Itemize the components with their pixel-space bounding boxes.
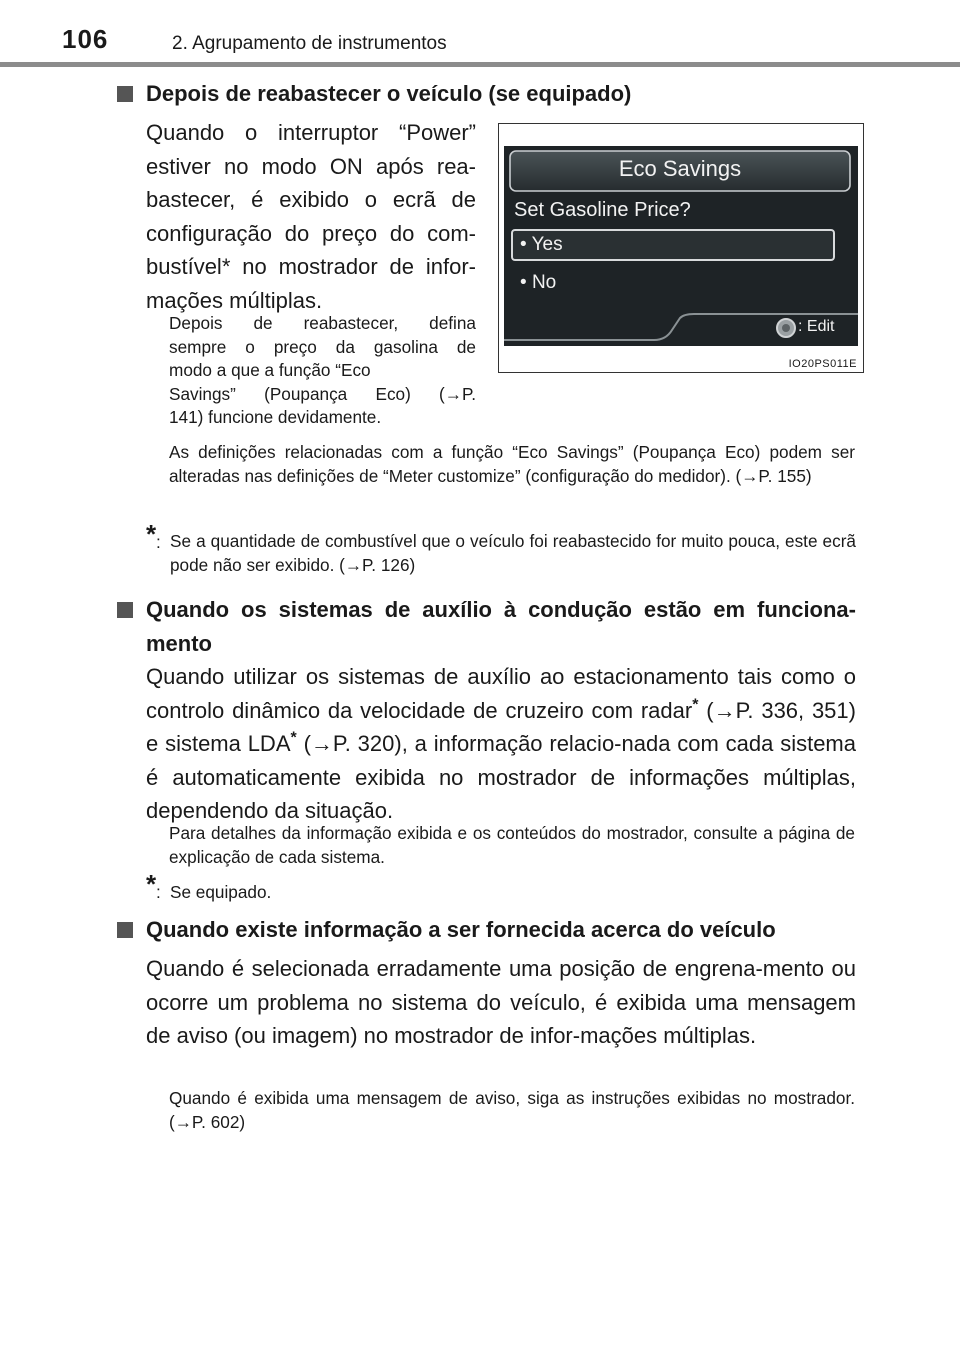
footnote-ref-asterisk: * xyxy=(290,729,297,747)
section2-text-c: (→P. 320), a informação relacio-nada com cada sistema é automaticamente exibida no mostrador de informações múltiplas, dependendo da situação. xyxy=(146,731,856,823)
footnote-colon: : xyxy=(156,532,161,552)
section2-text-a: Quando utilizar os sistemas de auxílio ao estacionamento tais como o controlo dinâmico da velocidade de cruzeiro com radar xyxy=(146,664,856,723)
section1-footnote xyxy=(146,519,856,586)
section2-footnote-text: Se equipado. xyxy=(170,882,272,902)
footnote-asterisk: * xyxy=(146,869,157,899)
section1-note-line: Depois de reabastecer, defina xyxy=(169,313,476,333)
section1-line: bastecer, é exibido o ecrã de xyxy=(146,187,476,212)
section-bullet-square-icon xyxy=(117,602,133,618)
section-bullet-square-icon xyxy=(117,922,133,938)
section2-footnote xyxy=(146,869,856,906)
section1-paragraph xyxy=(146,116,476,317)
display-option-yes xyxy=(520,234,563,256)
display-title: Eco Savings xyxy=(618,156,742,181)
page-header xyxy=(0,0,960,62)
display-option-no xyxy=(520,272,556,294)
footnote-asterisk: * xyxy=(146,519,157,549)
section1-line: mações múltiplas. xyxy=(146,287,323,313)
display-edit-label: : Edit xyxy=(798,318,835,335)
multi-information-display xyxy=(504,146,858,346)
section1-note-line: sempre o preço da gasolina de xyxy=(169,336,476,357)
figure-code: IO20PS011E xyxy=(788,358,857,370)
section1-line: Quando o interruptor “Power” xyxy=(146,120,476,145)
section2-note: Para detalhes da informação exibida e os conteúdos do mostrador, consulte a página de explicação de cada sistema. xyxy=(169,823,855,867)
section2-heading: Quando os sistemas de auxílio à condução estão em funciona-mento xyxy=(146,597,856,656)
section3-heading: Quando existe informação a ser fornecida acerca do veículo xyxy=(146,917,776,942)
bullet-dot-icon: • xyxy=(520,234,532,255)
footnote-colon: : xyxy=(156,882,161,902)
display-question: Set Gasoline Price? xyxy=(514,199,691,221)
display-option-yes-label: Yes xyxy=(531,234,563,255)
section1-line: configuração do preço do com- xyxy=(146,220,476,246)
header-rule xyxy=(0,62,960,67)
footnote-ref-asterisk: * xyxy=(692,696,699,714)
eco-savings-display-illustration xyxy=(498,123,864,373)
edit-button-icon-center xyxy=(782,324,790,332)
chapter-title: 2. Agrupamento de instrumentos xyxy=(172,33,447,54)
section3-paragraph: Quando é selecionada erradamente uma posição de engrena-mento ou ocorre um problema no sistema do veículo, é exibida uma mensagem de aviso (ou imagem) no mostrador de infor-mações múltiplas. xyxy=(146,956,856,1048)
section1-note-line: modo a que a função “Eco xyxy=(169,360,371,380)
bullet-dot-icon: • xyxy=(520,272,532,293)
section1-line: estiver no modo ON após rea- xyxy=(146,153,476,179)
page-number: 106 xyxy=(62,24,109,54)
section1-note2: As definições relacionadas com a função “Eco Savings” (Poupança Eco) podem ser alteradas nas definições de “Meter customize” (configuração do medidor). (→P. 155) xyxy=(169,442,855,486)
section1-note-line: 141) funcione devidamente. xyxy=(169,407,382,427)
section1-heading: Depois de reabastecer o veículo (se equipado) xyxy=(146,81,632,106)
section1-note-line: Savings” (Poupança Eco) (→P. xyxy=(169,383,476,404)
section2-text-b: (→P. 336, 351) e sistema LDA xyxy=(146,697,856,756)
section3-note: Quando é exibida uma mensagem de aviso, siga as instruções exibidas no mostrador. (→P. 602) xyxy=(169,1088,855,1132)
section-bullet-square-icon xyxy=(117,86,133,102)
section1-footnote-text: Se a quantidade de combustível que o veículo foi reabastecido for muito pouca, este ecrã pode não ser exibido. (→P. 126) xyxy=(170,531,856,575)
section1-note xyxy=(169,312,476,430)
display-option-no-label: No xyxy=(531,272,557,293)
section1-line: bustível* no mostrador de infor- xyxy=(146,254,476,279)
section2-paragraph xyxy=(146,660,856,828)
